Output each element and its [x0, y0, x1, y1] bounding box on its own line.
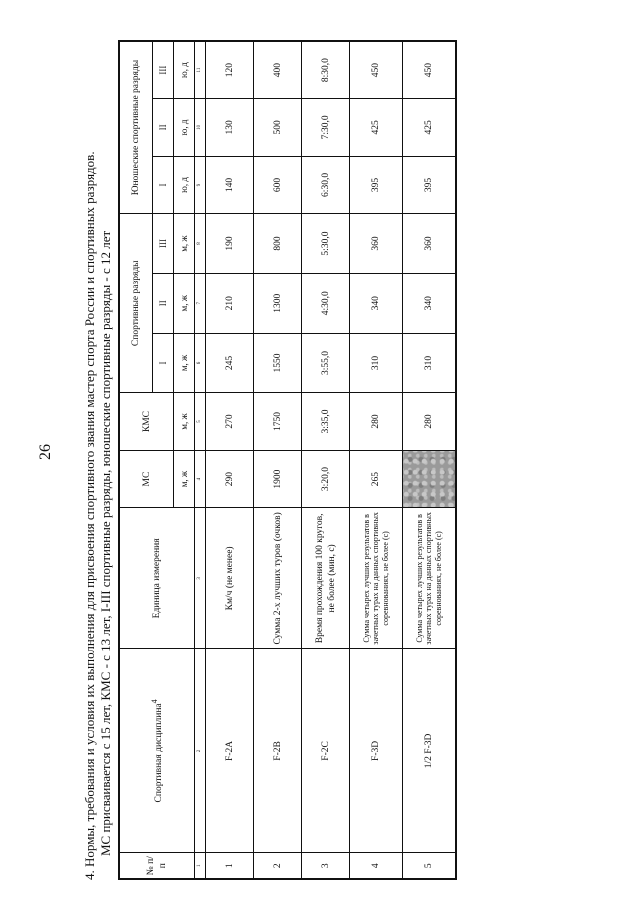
- section-heading: [80, 35, 114, 880]
- cell-sport-I: 3:55,0: [302, 333, 350, 393]
- col-number: 8: [195, 214, 206, 274]
- row-unit: Сумма 2-х лучших туров (очков): [254, 508, 302, 649]
- column-number-row: [195, 41, 206, 879]
- header-youth-II: II: [153, 99, 174, 157]
- header-row-1: [119, 41, 153, 879]
- cell-kms: 280: [403, 393, 457, 451]
- discipline-footnote: 4: [149, 699, 159, 704]
- row-unit: Км/ч (не менее): [206, 508, 254, 649]
- row-num: 4: [350, 853, 403, 879]
- header-youth-III: III: [153, 41, 174, 99]
- cell-sport-I: 1550: [254, 333, 302, 393]
- cell-youth-I: 600: [254, 156, 302, 214]
- header-sport-II: II: [153, 273, 174, 333]
- cell-sport-III: 360: [403, 214, 457, 274]
- page-number: 26: [37, 444, 54, 460]
- col-number: 7: [195, 273, 206, 333]
- cell-sport-III: 190: [206, 214, 254, 274]
- cell-sport-III: 360: [350, 214, 403, 274]
- header-unit: Единица измерения: [119, 508, 195, 649]
- header-sport-ranks: Спортивные разряды: [119, 214, 153, 393]
- cell-youth-II: 7:30,0: [302, 99, 350, 157]
- cell-ms: 265: [350, 450, 403, 508]
- cell-sport-II: 4:30,0: [302, 273, 350, 333]
- header-kms: КМС: [119, 393, 174, 451]
- cell-sport-II: 340: [350, 273, 403, 333]
- cell-youth-I: 6:30,0: [302, 156, 350, 214]
- heading-line-1: 4. Нормы, требования и условия их выполнения для присвоения спортивного звания мастер спорта России и спортивных разрядов.: [82, 151, 97, 880]
- cell-sport-III: 800: [254, 214, 302, 274]
- cell-youth-II: 130: [206, 99, 254, 157]
- cell-ms: 3:20,0: [302, 450, 350, 508]
- cell-youth-I: 395: [350, 156, 403, 214]
- cell-youth-III: 8:30,0: [302, 41, 350, 99]
- cell-sport-III: 5:30,0: [302, 214, 350, 274]
- cell-youth-II: 425: [350, 99, 403, 157]
- col-number: 1: [195, 853, 206, 879]
- row-discipline: F-2A: [206, 649, 254, 853]
- row-num: 5: [403, 853, 457, 879]
- rotated-page-content: [80, 35, 443, 880]
- row-discipline: F-2B: [254, 649, 302, 853]
- gender-youth-II: ю, д: [174, 99, 195, 157]
- row-unit: Сумма четырех лучших результатов в зачетных турах на данных спортивных соревнованиях, не более (с): [403, 508, 457, 649]
- cell-youth-II: 500: [254, 99, 302, 157]
- cell-ms: 1900: [254, 450, 302, 508]
- col-number: 2: [195, 649, 206, 853]
- heading-line-2: МС присваивается с 15 лет, КМС - с 13 лет, I-III спортивные разряды, юношеские спортивные разряды - с 12 лет: [98, 230, 113, 856]
- row-unit: Сумма четырех лучших результатов в зачетных турах на данных спортивных соревнованиях, не более (с): [350, 508, 403, 649]
- cell-sport-II: 210: [206, 273, 254, 333]
- table-row: [350, 41, 403, 879]
- cell-youth-III: 120: [206, 41, 254, 99]
- cell-sport-II: 1300: [254, 273, 302, 333]
- gender-youth-III: ю, д: [174, 41, 195, 99]
- row-discipline: F-2C: [302, 649, 350, 853]
- cell-sport-I: 245: [206, 333, 254, 393]
- gender-sport-II: м, ж: [174, 273, 195, 333]
- row-discipline: 1/2 F-3D: [403, 649, 457, 853]
- row-num: 3: [302, 853, 350, 879]
- header-ms: МС: [119, 450, 174, 508]
- col-number: 3: [195, 508, 206, 649]
- header-num: № п/п: [119, 853, 195, 879]
- cell-kms: 280: [350, 393, 403, 451]
- cell-youth-III: 400: [254, 41, 302, 99]
- gender-sport-III: м, ж: [174, 214, 195, 274]
- gender-sport-I: м, ж: [174, 333, 195, 393]
- norms-table: [118, 40, 457, 880]
- cell-youth-II: 425: [403, 99, 457, 157]
- gender-kms: м, ж: [174, 393, 195, 451]
- col-number: 9: [195, 156, 206, 214]
- header-youth-I: I: [153, 156, 174, 214]
- cell-sport-I: 310: [403, 333, 457, 393]
- col-number: 4: [195, 450, 206, 508]
- cell-youth-III: 450: [350, 41, 403, 99]
- row-discipline: F-3D: [350, 649, 403, 853]
- row-num: 1: [206, 853, 254, 879]
- header-sport-III: III: [153, 214, 174, 274]
- table-row: [254, 41, 302, 879]
- cell-kms: 270: [206, 393, 254, 451]
- cell-kms: 3:35,0: [302, 393, 350, 451]
- cell-youth-III: 450: [403, 41, 457, 99]
- gender-youth-I: ю, д: [174, 156, 195, 214]
- cell-kms: 1750: [254, 393, 302, 451]
- col-number: 11: [195, 41, 206, 99]
- cell-ms-shaded: [403, 450, 457, 508]
- header-sport-I: I: [153, 333, 174, 393]
- gender-ms: м, ж: [174, 450, 195, 508]
- table-row: [302, 41, 350, 879]
- row-unit: Время прохождения 100 кругов, не более (мин, с): [302, 508, 350, 649]
- header-youth-ranks: Юношеские спортивные разряды: [119, 41, 153, 214]
- col-number: 5: [195, 393, 206, 451]
- table-row: [206, 41, 254, 879]
- row-num: 2: [254, 853, 302, 879]
- cell-youth-I: 140: [206, 156, 254, 214]
- cell-youth-I: 395: [403, 156, 457, 214]
- col-number: 10: [195, 99, 206, 157]
- col-number: 6: [195, 333, 206, 393]
- table-row: [403, 41, 457, 879]
- cell-sport-II: 340: [403, 273, 457, 333]
- header-discipline: Спортивная дисциплина$^4$: [119, 649, 195, 853]
- cell-ms: 290: [206, 450, 254, 508]
- cell-sport-I: 310: [350, 333, 403, 393]
